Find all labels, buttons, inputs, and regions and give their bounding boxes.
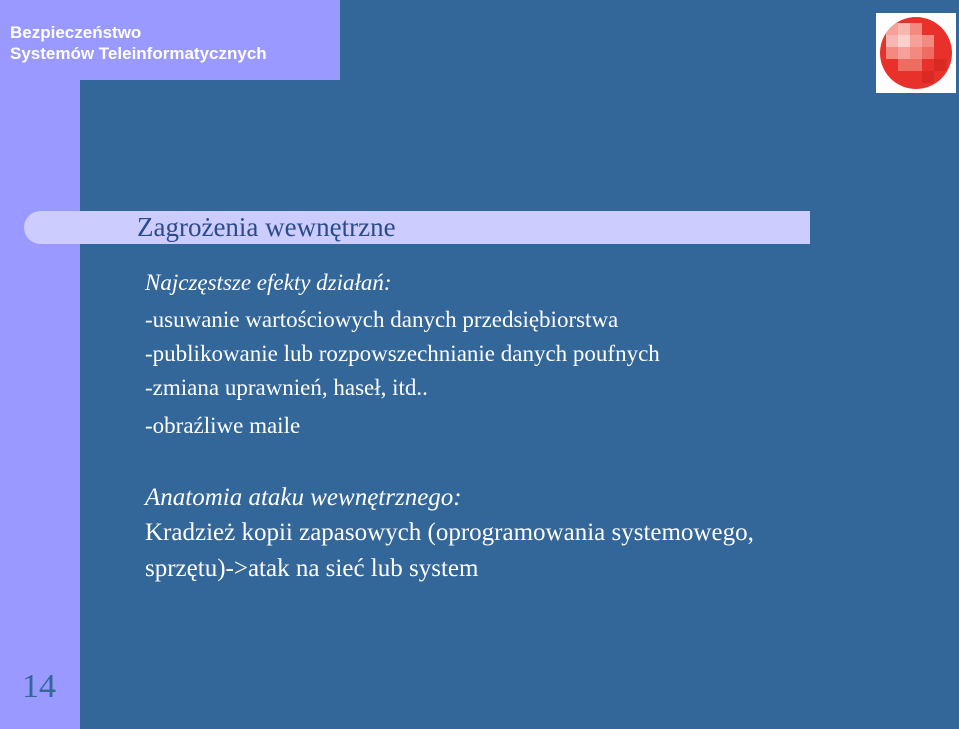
page-number: 14 <box>22 668 56 705</box>
slide-title: Zagrożenia wewnętrzne <box>137 212 396 242</box>
section1-heading: Najczęstsze efekty działań: <box>145 270 392 295</box>
section2-line: sprzętu)->atak na sieć lub system <box>145 555 479 582</box>
section2-line: Kradzież kopii zapasowych (oprogramowania systemowego, <box>145 519 754 546</box>
list-item: -obraźliwe maile <box>145 413 301 438</box>
course-title-line1: Bezpieczeństwo <box>10 23 142 42</box>
course-title <box>10 22 267 64</box>
section2-heading: Anatomia ataku wewnętrznego: <box>145 484 462 511</box>
list-item: -usuwanie wartościowych danych przedsiębiorstwa <box>145 307 619 332</box>
corner-curve <box>80 80 114 114</box>
list-item: -zmiana uprawnień, haseł, itd.. <box>145 375 428 400</box>
logo-icon <box>876 13 956 93</box>
left-sidebar-bar <box>0 0 80 729</box>
list-item: -publikowanie lub rozpowszechnianie danych poufnych <box>145 341 660 366</box>
course-title-line2: Systemów Teleinformatycznych <box>10 44 267 63</box>
red-pixel-sphere-logo <box>876 13 956 93</box>
